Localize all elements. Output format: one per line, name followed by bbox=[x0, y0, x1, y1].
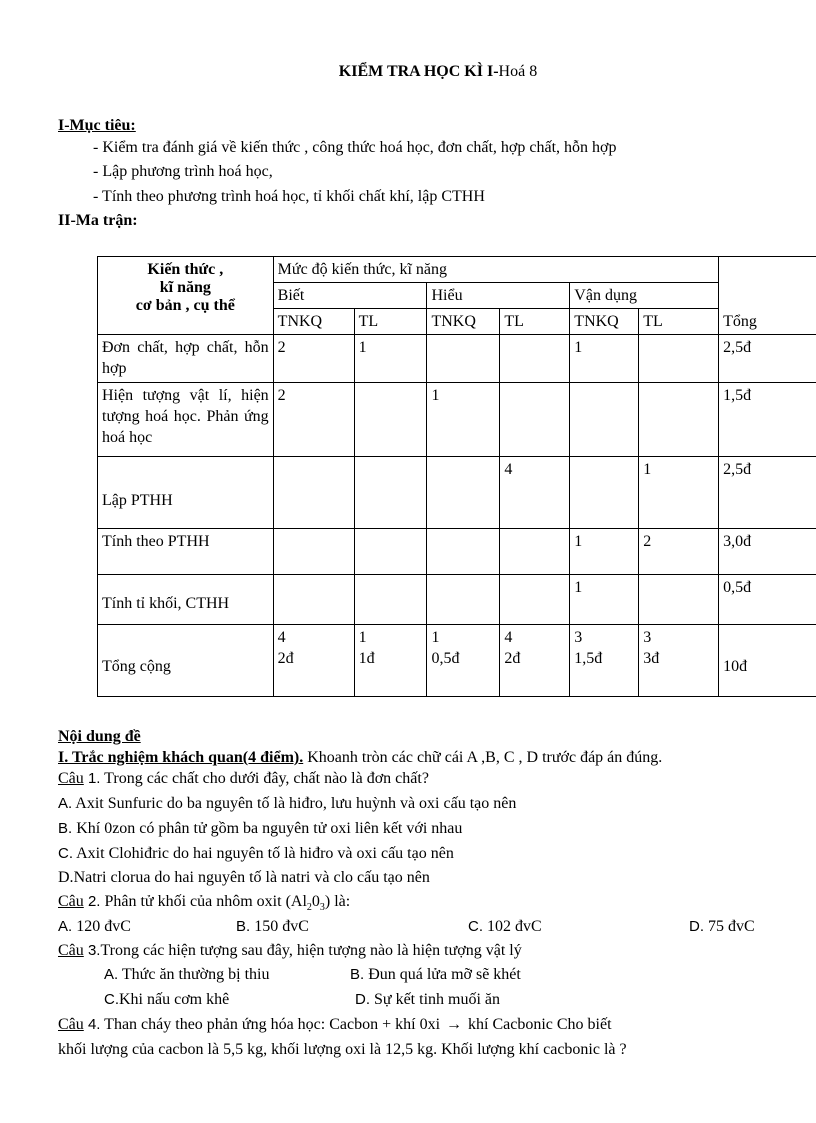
row-topic: Đơn chất, hợp chất, hỗn hợp bbox=[98, 335, 274, 383]
table-cell bbox=[354, 457, 427, 529]
row-total: 2,5đ bbox=[719, 457, 816, 529]
header-sub: TNKQ bbox=[570, 309, 639, 335]
row-total: 2,5đ bbox=[719, 335, 816, 383]
objective-item: - Tính theo phương trình hoá học, tỉ khối chất khí, lập CTHH bbox=[93, 188, 485, 205]
question-4: Câu 4. Than cháy theo phản ứng hóa học: Cacbon + khí 0xi → khí Cacbonic Cho biết bbox=[58, 1013, 612, 1038]
sum-cell: 3 3đ bbox=[639, 625, 719, 697]
q1-option-d[interactable]: D.Natri clorua do hai nguyên tố là natri và clo cấu tạo nên bbox=[58, 869, 430, 886]
q1-option-c[interactable]: C. Axit Clohiđric do hai nguyên tố là hiđro và oxi cấu tạo nên bbox=[58, 845, 454, 862]
table-cell bbox=[427, 457, 500, 529]
objective-item: - Lập phương trình hoá học, bbox=[93, 163, 273, 180]
row-total: 0,5đ bbox=[719, 575, 816, 625]
sum-cell: 1 0,5đ bbox=[427, 625, 500, 697]
header-level: Mức độ kiến thức, kĩ năng bbox=[273, 257, 718, 283]
row-topic: Tính tỉ khối, CTHH bbox=[98, 575, 274, 625]
table-cell: 1 bbox=[570, 529, 639, 575]
table-cell: 1 bbox=[570, 575, 639, 625]
question-1: Câu 1. Trong các chất cho dưới đây, chất nào là đơn chất? bbox=[58, 770, 429, 787]
table-cell: 1 bbox=[639, 457, 719, 529]
table-cell: 2 bbox=[273, 335, 354, 383]
q2-option-d[interactable]: D. 75 đvC bbox=[689, 918, 755, 935]
table-row-sum bbox=[98, 625, 816, 697]
table-cell bbox=[500, 335, 570, 383]
table-cell bbox=[354, 575, 427, 625]
sum-total: 10đ bbox=[719, 625, 816, 697]
question-3: Câu 3.Trong các hiện tượng sau đây, hiện tượng nào là hiện tượng vật lý bbox=[58, 942, 522, 959]
question-4-line2: khối lượng của cacbon là 5,5 kg, khối lượng oxi là 12,5 kg. Khối lượng khí cacbonic là ? bbox=[58, 1041, 627, 1058]
table-cell bbox=[500, 529, 570, 575]
sum-cell: 1 1đ bbox=[354, 625, 427, 697]
q2-option-a[interactable]: A. 120 đvC bbox=[58, 918, 131, 935]
table-cell bbox=[427, 575, 500, 625]
question-2: Câu 2. Phân tử khối của nhôm oxit $(Al_20_3)$ là: bbox=[58, 893, 351, 914]
table-cell bbox=[273, 529, 354, 575]
table-row bbox=[98, 457, 816, 529]
table-cell: 1 bbox=[354, 335, 427, 383]
table-cell bbox=[639, 383, 719, 457]
matrix-heading: II-Ma trận: bbox=[58, 212, 138, 229]
header-sub: TNKQ bbox=[427, 309, 500, 335]
q2-option-b[interactable]: B. 150 đvC bbox=[236, 918, 309, 935]
header-sub: TNKQ bbox=[273, 309, 354, 335]
header-total: Tổng bbox=[719, 257, 816, 335]
header-sub: TL bbox=[500, 309, 570, 335]
matrix-table bbox=[97, 256, 816, 697]
header-topic: Kiến thức , kĩ năng cơ bản , cụ thể bbox=[98, 257, 274, 335]
header-sub: TL bbox=[354, 309, 427, 335]
q3-option-b[interactable]: B. Đun quá lửa mỡ sẽ khét bbox=[350, 966, 521, 983]
objective-item: - Kiểm tra đánh giá về kiến thức , công thức hoá học, đơn chất, hợp chất, hỗn hợp bbox=[93, 139, 617, 156]
row-total: 1,5đ bbox=[719, 383, 816, 457]
header-sub: TL bbox=[639, 309, 719, 335]
table-cell bbox=[500, 575, 570, 625]
table-cell bbox=[427, 529, 500, 575]
table-cell bbox=[354, 529, 427, 575]
content-heading: Nội dung đề bbox=[58, 728, 141, 745]
table-cell bbox=[354, 383, 427, 457]
table-cell bbox=[570, 383, 639, 457]
sum-cell: 4 2đ bbox=[500, 625, 570, 697]
table-cell: 1 bbox=[427, 383, 500, 457]
q1-option-a[interactable]: A. Axit Sunfuric do ba nguyên tố là hiđro, lưu huỳnh và oxi cấu tạo nên bbox=[58, 795, 517, 812]
sum-cell: 3 1,5đ bbox=[570, 625, 639, 697]
table-cell: 1 bbox=[570, 335, 639, 383]
table-cell bbox=[570, 457, 639, 529]
table-cell: 4 bbox=[500, 457, 570, 529]
row-topic: Lập PTHH bbox=[98, 457, 274, 529]
table-cell bbox=[273, 575, 354, 625]
table-row bbox=[98, 335, 816, 383]
header-level-vandung: Vận dụng bbox=[570, 283, 719, 309]
part1-heading: I. Trắc nghiệm khách quan(4 điểm). Khoanh tròn các chữ cái A ,B, C , D trước đáp án đúng. bbox=[58, 749, 663, 766]
row-total: 3,0đ bbox=[719, 529, 816, 575]
table-cell bbox=[273, 457, 354, 529]
table-cell bbox=[427, 335, 500, 383]
objectives-heading: I-Mục tiêu: bbox=[58, 117, 136, 134]
sum-cell: 4 2đ bbox=[273, 625, 354, 697]
table-cell bbox=[639, 575, 719, 625]
page-title: KIỂM TRA HỌC KÌ I-Hoá 8 bbox=[338, 63, 538, 80]
arrow-right-icon: → bbox=[446, 1016, 463, 1033]
table-row bbox=[98, 575, 816, 625]
q3-option-d[interactable]: D. Sự kết tinh muối ăn bbox=[355, 991, 500, 1008]
row-topic: Tính theo PTHH bbox=[98, 529, 274, 575]
q3-option-a[interactable]: A. Thức ăn thường bị thiu bbox=[104, 966, 270, 983]
table-cell bbox=[639, 335, 719, 383]
table-cell: 2 bbox=[273, 383, 354, 457]
header-level-biet: Biết bbox=[273, 283, 427, 309]
table-row bbox=[98, 529, 816, 575]
header-level-hieu: Hiểu bbox=[427, 283, 570, 309]
table-cell: 2 bbox=[639, 529, 719, 575]
table-cell bbox=[500, 383, 570, 457]
sum-topic: Tổng cộng bbox=[98, 625, 274, 697]
q1-option-b[interactable]: B. Khí 0zon có phân tử gồm ba nguyên tử oxi liên kết với nhau bbox=[58, 820, 463, 837]
q2-option-c[interactable]: C. 102 đvC bbox=[468, 918, 542, 935]
q3-option-c[interactable]: C.Khi nấu cơm khê bbox=[104, 991, 230, 1008]
row-topic: Hiện tượng vật lí, hiện tượng hoá học. Phản ứng hoá học bbox=[98, 383, 274, 457]
table-row bbox=[98, 383, 816, 457]
